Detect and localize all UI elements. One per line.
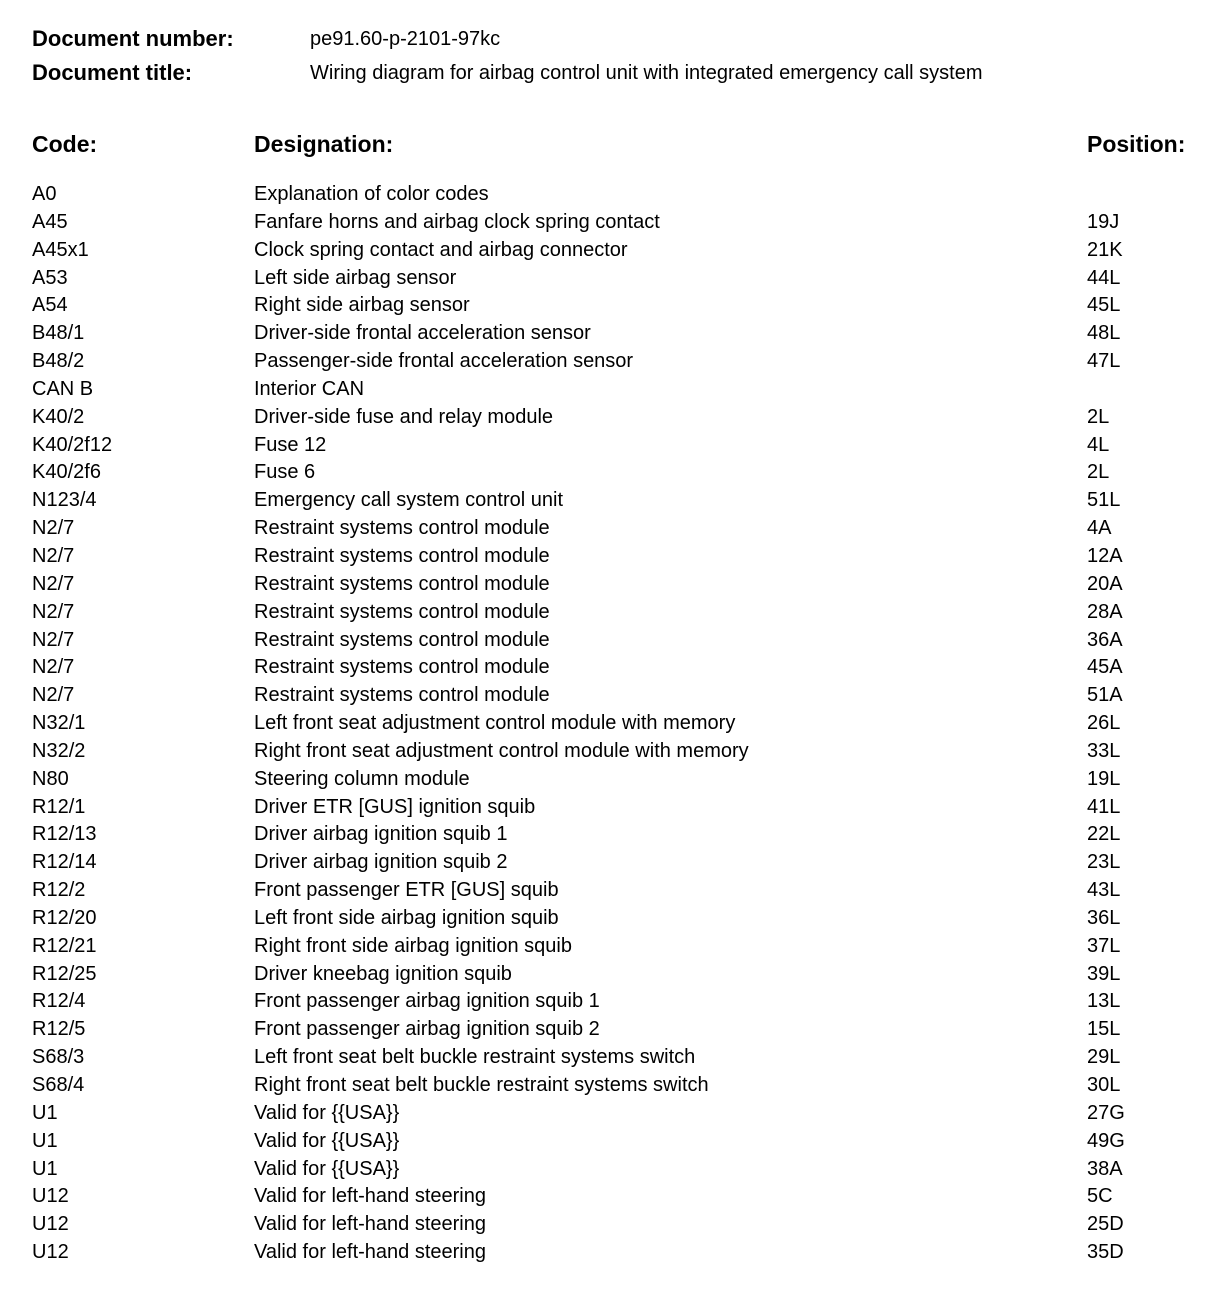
row-position: 28A (1087, 600, 1123, 623)
row-code: A45x1 (32, 238, 89, 261)
row-code: R12/4 (32, 990, 86, 1013)
table-row (32, 821, 1212, 849)
row-code: K40/2f12 (32, 433, 113, 456)
table-row (32, 237, 1212, 265)
row-position: 23L (1087, 851, 1121, 874)
table-row (32, 320, 1212, 348)
row-position: 41L (1087, 795, 1121, 818)
row-position: 36L (1087, 906, 1121, 929)
row-position: 47L (1087, 350, 1121, 373)
row-position: 49G (1087, 1129, 1125, 1152)
table-row (32, 627, 1212, 655)
row-code: R12/20 (32, 906, 97, 929)
table-row (32, 209, 1212, 237)
table-row (32, 181, 1212, 209)
table-row (32, 404, 1212, 432)
table-row (32, 1239, 1212, 1267)
row-code: U1 (32, 1157, 58, 1180)
table-row (32, 432, 1212, 460)
row-code: N123/4 (32, 489, 97, 512)
row-code: N2/7 (32, 572, 75, 595)
row-designation: Restraint systems control module (254, 544, 550, 567)
row-designation: Driver airbag ignition squib 1 (254, 823, 508, 846)
table-row (32, 515, 1212, 543)
row-code: U12 (32, 1185, 69, 1208)
row-code: N2/7 (32, 544, 75, 567)
row-position: 20A (1087, 572, 1123, 595)
header-position: Position: (1087, 131, 1186, 157)
table-row (32, 1100, 1212, 1128)
table-row (32, 1128, 1212, 1156)
row-code: R12/5 (32, 1018, 86, 1041)
table-row (32, 348, 1212, 376)
row-position: 44L (1087, 266, 1121, 289)
row-designation: Interior CAN (254, 377, 365, 400)
row-position: 29L (1087, 1046, 1121, 1069)
row-designation: Restraint systems control module (254, 684, 550, 707)
row-position: 25D (1087, 1213, 1124, 1236)
row-designation: Restraint systems control module (254, 628, 550, 651)
row-code: A45 (32, 210, 68, 233)
row-position: 43L (1087, 879, 1121, 902)
row-code: N2/7 (32, 628, 75, 651)
row-designation: Front passenger ETR [GUS] squib (254, 879, 559, 902)
row-code: U1 (32, 1101, 58, 1124)
row-designation: Left side airbag sensor (254, 266, 457, 289)
table-row (32, 487, 1212, 515)
table-row (32, 599, 1212, 627)
row-designation: Valid for left-hand steering (254, 1185, 486, 1208)
row-code: K40/2f6 (32, 461, 101, 484)
row-designation: Driver-side fuse and relay module (254, 405, 554, 428)
row-designation: Left front seat belt buckle restraint systems switch (254, 1046, 696, 1069)
row-code: U12 (32, 1241, 69, 1264)
row-designation: Left front side airbag ignition squib (254, 906, 559, 929)
row-designation: Driver airbag ignition squib 2 (254, 851, 508, 874)
row-code: N32/2 (32, 739, 86, 762)
row-position: 48L (1087, 322, 1121, 345)
row-code: R12/25 (32, 962, 97, 985)
table-row (32, 961, 1212, 989)
table-row (32, 849, 1212, 877)
table-row (32, 1072, 1212, 1100)
row-designation: Valid for {{USA}} (254, 1101, 400, 1124)
row-position: 37L (1087, 934, 1121, 957)
row-designation: Driver ETR [GUS] ignition squib (254, 795, 536, 818)
table-body (32, 181, 1212, 1267)
row-position: 45A (1087, 656, 1123, 679)
row-position: 2L (1087, 405, 1110, 428)
table-row (32, 1156, 1212, 1184)
row-code: R12/21 (32, 934, 97, 957)
row-position: 13L (1087, 990, 1121, 1013)
row-designation: Restraint systems control module (254, 517, 550, 540)
row-code: B48/2 (32, 350, 85, 373)
row-designation: Clock spring contact and airbag connector (254, 238, 628, 261)
row-designation: Restraint systems control module (254, 572, 550, 595)
row-code: N2/7 (32, 600, 75, 623)
row-designation: Right front side airbag ignition squib (254, 934, 572, 957)
row-designation: Right front seat adjustment control module with memory (254, 739, 749, 762)
table-row (32, 376, 1212, 404)
row-designation: Steering column module (254, 767, 470, 790)
row-position: 19J (1087, 210, 1120, 233)
row-designation: Right front seat belt buckle restraint systems switch (254, 1074, 709, 1096)
row-position: 19L (1087, 767, 1121, 790)
row-designation: Emergency call system control unit (254, 489, 564, 512)
row-designation: Valid for {{USA}} (254, 1157, 400, 1180)
row-code: A0 (32, 183, 57, 205)
row-position: 35D (1087, 1241, 1124, 1264)
row-code: R12/2 (32, 879, 86, 902)
row-designation: Driver-side frontal acceleration sensor (254, 322, 591, 345)
row-code: R12/13 (32, 823, 97, 846)
row-position: 36A (1087, 628, 1123, 651)
row-position: 51A (1087, 684, 1123, 707)
table-row (32, 710, 1212, 738)
row-designation: Front passenger airbag ignition squib 2 (254, 1018, 600, 1041)
row-position: 33L (1087, 739, 1121, 762)
row-position: 39L (1087, 962, 1121, 985)
row-code: CAN B (32, 377, 94, 400)
row-position: 30L (1087, 1074, 1121, 1096)
table-row (32, 1183, 1212, 1211)
row-code: N2/7 (32, 684, 75, 707)
table-row (32, 794, 1212, 822)
table-row (32, 738, 1212, 766)
row-position: 27G (1087, 1101, 1125, 1124)
table-header (32, 128, 1212, 160)
table-row (32, 459, 1212, 487)
document-number-value: pe91.60-p-2101-97kc (310, 28, 501, 50)
row-designation: Left front seat adjustment control module with memory (254, 712, 736, 735)
row-code: U12 (32, 1213, 69, 1236)
table-row (32, 1211, 1212, 1239)
table-row (32, 766, 1212, 794)
row-code: N80 (32, 767, 69, 790)
row-position: 45L (1087, 294, 1121, 317)
row-code: N2/7 (32, 656, 75, 679)
row-position: 5C (1087, 1185, 1113, 1208)
row-code: A54 (32, 294, 68, 317)
row-designation: Valid for left-hand steering (254, 1241, 486, 1264)
table-row (32, 933, 1212, 961)
row-position: 26L (1087, 712, 1121, 735)
row-code: N2/7 (32, 517, 75, 540)
table-row (32, 988, 1212, 1016)
header-code: Code: (32, 131, 98, 157)
row-designation: Explanation of color codes (254, 183, 489, 205)
row-code: B48/1 (32, 322, 85, 345)
row-designation: Fuse 12 (254, 433, 327, 456)
row-designation: Restraint systems control module (254, 656, 550, 679)
row-designation: Valid for left-hand steering (254, 1213, 486, 1236)
row-position: 4A (1087, 517, 1112, 540)
document-title-value: Wiring diagram for airbag control unit with integrated emergency call system (310, 62, 983, 84)
table-row (32, 905, 1212, 933)
table-row (32, 543, 1212, 571)
document-number-label: Document number: (32, 26, 234, 51)
row-position: 21K (1087, 238, 1123, 261)
row-code: R12/14 (32, 851, 97, 874)
table-row (32, 1044, 1212, 1072)
row-designation: Front passenger airbag ignition squib 1 (254, 990, 600, 1013)
row-position: 4L (1087, 433, 1110, 456)
table-row (32, 877, 1212, 905)
row-designation: Valid for {{USA}} (254, 1129, 400, 1152)
row-position: 22L (1087, 823, 1121, 846)
row-position: 51L (1087, 489, 1121, 512)
row-designation: Right side airbag sensor (254, 294, 470, 317)
row-position: 12A (1087, 544, 1123, 567)
row-position: 2L (1087, 461, 1110, 484)
row-code: U1 (32, 1129, 58, 1152)
row-designation: Passenger-side frontal acceleration sensor (254, 350, 634, 373)
row-code: N32/1 (32, 712, 86, 735)
row-code: R12/1 (32, 795, 86, 818)
row-designation: Driver kneebag ignition squib (254, 962, 512, 985)
document-title-label: Document title: (32, 60, 193, 85)
row-code: S68/3 (32, 1046, 85, 1069)
table-row (32, 292, 1212, 320)
row-designation: Fuse 6 (254, 461, 316, 484)
row-position: 38A (1087, 1157, 1123, 1180)
header-designation: Designation: (254, 131, 394, 157)
row-designation: Fanfare horns and airbag clock spring contact (254, 210, 660, 233)
row-position: 15L (1087, 1018, 1121, 1041)
row-code: A53 (32, 266, 68, 289)
row-code: S68/4 (32, 1074, 85, 1096)
row-code: K40/2 (32, 405, 85, 428)
row-designation: Restraint systems control module (254, 600, 550, 623)
table-row (32, 265, 1212, 293)
table-row (32, 654, 1212, 682)
table-row (32, 1016, 1212, 1044)
table-row (32, 571, 1212, 599)
table-row (32, 682, 1212, 710)
